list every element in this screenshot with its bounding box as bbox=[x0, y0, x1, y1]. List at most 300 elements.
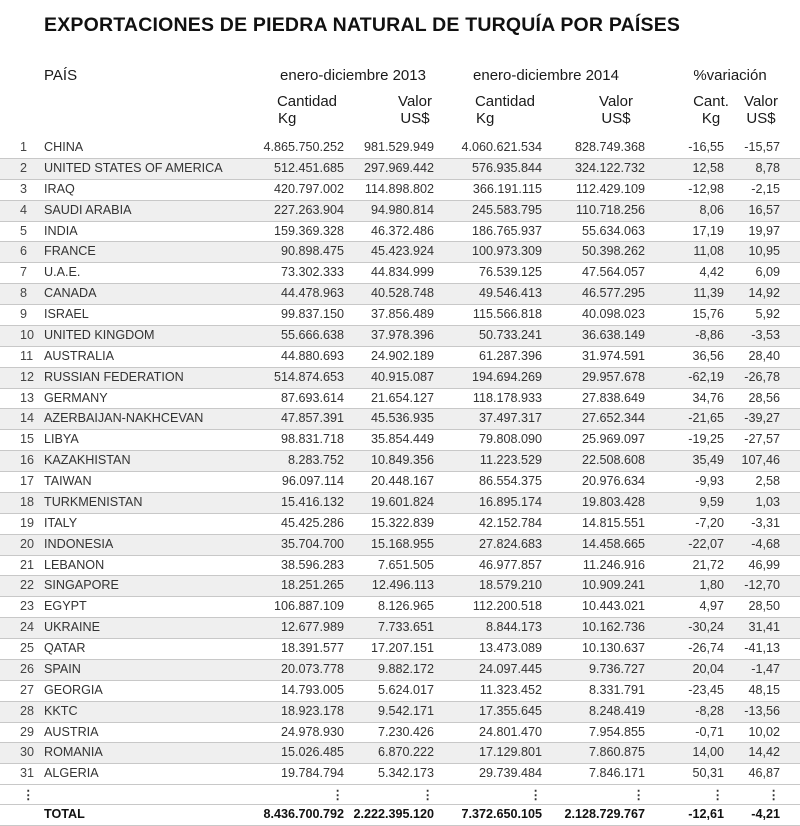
row-number: 11 bbox=[0, 346, 42, 367]
country-name: INDIA bbox=[42, 221, 250, 242]
var-qty: -22,07 bbox=[647, 534, 726, 555]
row-number: 31 bbox=[0, 764, 42, 785]
value-2013: 7.733.651 bbox=[350, 618, 448, 639]
country-name: KAZAKHISTAN bbox=[42, 451, 250, 472]
qty-2014: 17.129.801 bbox=[448, 743, 550, 764]
table-row bbox=[0, 597, 800, 618]
row-number: 9 bbox=[0, 305, 42, 326]
value-2013: 17.207.151 bbox=[350, 639, 448, 660]
total-v2014: 2.128.729.767 bbox=[550, 805, 647, 826]
qty-2014: 112.200.518 bbox=[448, 597, 550, 618]
qty-2013: 18.923.178 bbox=[250, 701, 350, 722]
qty-2013: 512.451.685 bbox=[250, 158, 350, 179]
country-name: ALGERIA bbox=[42, 764, 250, 785]
var-qty: 34,76 bbox=[647, 388, 726, 409]
country-name: IRAQ bbox=[42, 179, 250, 200]
var-qty: 1,80 bbox=[647, 576, 726, 597]
ellipsis-v2014: ⋮ bbox=[550, 785, 647, 805]
qty-2013: 20.073.778 bbox=[250, 659, 350, 680]
value-2013: 21.654.127 bbox=[350, 388, 448, 409]
total-vq: -12,61 bbox=[647, 805, 726, 826]
table-row bbox=[0, 138, 800, 158]
header-period-2014: enero-diciembre 2014 bbox=[473, 67, 619, 84]
var-value: 10,02 bbox=[726, 722, 800, 743]
row-number: 29 bbox=[0, 722, 42, 743]
var-value: 5,92 bbox=[726, 305, 800, 326]
var-qty: 36,56 bbox=[647, 346, 726, 367]
country-name: FRANCE bbox=[42, 242, 250, 263]
qty-2013: 8.283.752 bbox=[250, 451, 350, 472]
value-2014: 46.577.295 bbox=[550, 284, 647, 305]
header-var-qty-unit: Kg bbox=[701, 110, 721, 127]
qty-2014: 86.554.375 bbox=[448, 472, 550, 493]
qty-2013: 90.898.475 bbox=[250, 242, 350, 263]
qty-2013: 44.880.693 bbox=[250, 346, 350, 367]
var-value: 48,15 bbox=[726, 680, 800, 701]
qty-2014: 50.733.241 bbox=[448, 325, 550, 346]
table-row bbox=[0, 618, 800, 639]
var-qty: -0,71 bbox=[647, 722, 726, 743]
qty-2013: 87.693.614 bbox=[250, 388, 350, 409]
var-qty: -30,24 bbox=[647, 618, 726, 639]
row-number: 22 bbox=[0, 576, 42, 597]
var-qty: -26,74 bbox=[647, 639, 726, 660]
country-name: QATAR bbox=[42, 639, 250, 660]
table-row bbox=[0, 722, 800, 743]
value-2014: 7.860.875 bbox=[550, 743, 647, 764]
ellipsis-vq: ⋮ bbox=[647, 785, 726, 805]
var-value: -39,27 bbox=[726, 409, 800, 430]
value-2013: 981.529.949 bbox=[350, 138, 448, 158]
qty-2013: 19.784.794 bbox=[250, 764, 350, 785]
qty-2013: 14.793.005 bbox=[250, 680, 350, 701]
qty-2014: 366.191.115 bbox=[448, 179, 550, 200]
row-number: 27 bbox=[0, 680, 42, 701]
value-2014: 27.838.649 bbox=[550, 388, 647, 409]
var-value: 10,95 bbox=[726, 242, 800, 263]
value-2014: 50.398.262 bbox=[550, 242, 647, 263]
var-value: -4,68 bbox=[726, 534, 800, 555]
qty-2014: 42.152.784 bbox=[448, 513, 550, 534]
table-row bbox=[0, 179, 800, 200]
var-value: -15,57 bbox=[726, 138, 800, 158]
table-row bbox=[0, 409, 800, 430]
total-vv: -4,21 bbox=[726, 805, 800, 826]
table-row bbox=[0, 325, 800, 346]
table-row bbox=[0, 284, 800, 305]
qty-2014: 46.977.857 bbox=[448, 555, 550, 576]
var-qty: -16,55 bbox=[647, 138, 726, 158]
var-value: -41,13 bbox=[726, 639, 800, 660]
var-value: -3,31 bbox=[726, 513, 800, 534]
country-name: GERMANY bbox=[42, 388, 250, 409]
qty-2013: 96.097.114 bbox=[250, 472, 350, 493]
value-2014: 10.130.637 bbox=[550, 639, 647, 660]
country-name: CANADA bbox=[42, 284, 250, 305]
var-value: -13,56 bbox=[726, 701, 800, 722]
row-number: 23 bbox=[0, 597, 42, 618]
qty-2014: 115.566.818 bbox=[448, 305, 550, 326]
var-qty: 20,04 bbox=[647, 659, 726, 680]
var-value: -12,70 bbox=[726, 576, 800, 597]
value-2014: 14.815.551 bbox=[550, 513, 647, 534]
qty-2013: 106.887.109 bbox=[250, 597, 350, 618]
row-number: 24 bbox=[0, 618, 42, 639]
header-qty-2014-label: Cantidad bbox=[474, 93, 536, 110]
country-name: UKRAINE bbox=[42, 618, 250, 639]
table-row bbox=[0, 659, 800, 680]
qty-2013: 4.865.750.252 bbox=[250, 138, 350, 158]
total-label: TOTAL bbox=[0, 805, 250, 826]
value-2013: 37.856.489 bbox=[350, 305, 448, 326]
country-name: ITALY bbox=[42, 513, 250, 534]
header-country: PAÍS bbox=[44, 67, 78, 84]
value-2013: 24.902.189 bbox=[350, 346, 448, 367]
value-2014: 7.846.171 bbox=[550, 764, 647, 785]
value-2013: 5.624.017 bbox=[350, 680, 448, 701]
value-2013: 6.870.222 bbox=[350, 743, 448, 764]
value-2013: 10.849.356 bbox=[350, 451, 448, 472]
var-qty: 4,42 bbox=[647, 263, 726, 284]
row-number: 3 bbox=[0, 179, 42, 200]
var-value: -1,47 bbox=[726, 659, 800, 680]
table-row bbox=[0, 513, 800, 534]
qty-2013: 159.369.328 bbox=[250, 221, 350, 242]
country-name: RUSSIAN FEDERATION bbox=[42, 367, 250, 388]
header-var-value bbox=[738, 93, 784, 127]
ellipsis-vv: ⋮ bbox=[726, 785, 800, 805]
row-number: 5 bbox=[0, 221, 42, 242]
value-2014: 9.736.727 bbox=[550, 659, 647, 680]
header-value-2013 bbox=[388, 93, 442, 127]
table-row bbox=[0, 346, 800, 367]
header-qty-2013 bbox=[268, 93, 346, 127]
table-row bbox=[0, 200, 800, 221]
country-name: ISRAEL bbox=[42, 305, 250, 326]
value-2013: 44.834.999 bbox=[350, 263, 448, 284]
qty-2014: 4.060.621.534 bbox=[448, 138, 550, 158]
row-number: 26 bbox=[0, 659, 42, 680]
value-2013: 19.601.824 bbox=[350, 492, 448, 513]
qty-2013: 35.704.700 bbox=[250, 534, 350, 555]
exports-table bbox=[0, 138, 800, 826]
ellipsis-country bbox=[42, 785, 250, 805]
var-qty: 11,39 bbox=[647, 284, 726, 305]
var-qty: 15,76 bbox=[647, 305, 726, 326]
country-name: INDONESIA bbox=[42, 534, 250, 555]
var-value: -3,53 bbox=[726, 325, 800, 346]
value-2013: 9.542.171 bbox=[350, 701, 448, 722]
qty-2014: 118.178.933 bbox=[448, 388, 550, 409]
page-title: EXPORTACIONES DE PIEDRA NATURAL DE TURQUÍA POR PAÍSES bbox=[44, 14, 681, 36]
header-var-value-unit: US$ bbox=[746, 110, 776, 127]
table-row bbox=[0, 555, 800, 576]
value-2014: 7.954.855 bbox=[550, 722, 647, 743]
row-number: 15 bbox=[0, 430, 42, 451]
row-number: 13 bbox=[0, 388, 42, 409]
var-value: 46,87 bbox=[726, 764, 800, 785]
qty-2014: 17.355.645 bbox=[448, 701, 550, 722]
header-qty-2014 bbox=[466, 93, 544, 127]
header-var-value-label: Valor bbox=[744, 93, 778, 110]
value-2013: 94.980.814 bbox=[350, 200, 448, 221]
total-q2014: 7.372.650.105 bbox=[448, 805, 550, 826]
qty-2013: 55.666.638 bbox=[250, 325, 350, 346]
table-row bbox=[0, 534, 800, 555]
row-number: 28 bbox=[0, 701, 42, 722]
value-2014: 324.122.732 bbox=[550, 158, 647, 179]
value-2014: 55.634.063 bbox=[550, 221, 647, 242]
header-value-2014-unit: US$ bbox=[601, 110, 631, 127]
value-2014: 112.429.109 bbox=[550, 179, 647, 200]
value-2013: 37.978.396 bbox=[350, 325, 448, 346]
var-qty: -21,65 bbox=[647, 409, 726, 430]
value-2014: 22.508.608 bbox=[550, 451, 647, 472]
row-number: 14 bbox=[0, 409, 42, 430]
row-number: 19 bbox=[0, 513, 42, 534]
row-number: 6 bbox=[0, 242, 42, 263]
qty-2013: 227.263.904 bbox=[250, 200, 350, 221]
qty-2014: 8.844.173 bbox=[448, 618, 550, 639]
qty-2013: 420.797.002 bbox=[250, 179, 350, 200]
country-name: U.A.E. bbox=[42, 263, 250, 284]
ellipsis-q2013: ⋮ bbox=[250, 785, 350, 805]
header-value-2014-label: Valor bbox=[599, 93, 633, 110]
qty-2014: 100.973.309 bbox=[448, 242, 550, 263]
qty-2014: 11.323.452 bbox=[448, 680, 550, 701]
country-name: AUSTRALIA bbox=[42, 346, 250, 367]
row-number: 10 bbox=[0, 325, 42, 346]
row-number: 7 bbox=[0, 263, 42, 284]
value-2013: 8.126.965 bbox=[350, 597, 448, 618]
var-value: 14,92 bbox=[726, 284, 800, 305]
var-qty: -7,20 bbox=[647, 513, 726, 534]
var-value: 28,56 bbox=[726, 388, 800, 409]
table-row bbox=[0, 492, 800, 513]
country-name: AUSTRIA bbox=[42, 722, 250, 743]
header-value-2013-label: Valor bbox=[398, 93, 432, 110]
value-2014: 29.957.678 bbox=[550, 367, 647, 388]
row-number: 12 bbox=[0, 367, 42, 388]
var-qty: 17,19 bbox=[647, 221, 726, 242]
value-2014: 47.564.057 bbox=[550, 263, 647, 284]
header-qty-2013-unit: Kg bbox=[278, 110, 297, 127]
qty-2014: 16.895.174 bbox=[448, 492, 550, 513]
var-qty: -62,19 bbox=[647, 367, 726, 388]
ellipsis-row bbox=[0, 785, 800, 805]
row-number: 1 bbox=[0, 138, 42, 158]
country-name: SAUDI ARABIA bbox=[42, 200, 250, 221]
qty-2014: 24.801.470 bbox=[448, 722, 550, 743]
value-2013: 45.536.935 bbox=[350, 409, 448, 430]
var-value: 6,09 bbox=[726, 263, 800, 284]
qty-2014: 79.808.090 bbox=[448, 430, 550, 451]
value-2014: 31.974.591 bbox=[550, 346, 647, 367]
row-number: 25 bbox=[0, 639, 42, 660]
var-qty: 11,08 bbox=[647, 242, 726, 263]
row-number: 8 bbox=[0, 284, 42, 305]
qty-2014: 13.473.089 bbox=[448, 639, 550, 660]
qty-2013: 99.837.150 bbox=[250, 305, 350, 326]
qty-2014: 576.935.844 bbox=[448, 158, 550, 179]
country-name: GEORGIA bbox=[42, 680, 250, 701]
table-row bbox=[0, 388, 800, 409]
row-number: 18 bbox=[0, 492, 42, 513]
header-qty-2013-label: Cantidad bbox=[276, 93, 338, 110]
table-row bbox=[0, 701, 800, 722]
var-qty: 21,72 bbox=[647, 555, 726, 576]
header-var-qty bbox=[688, 93, 734, 127]
var-value: -26,78 bbox=[726, 367, 800, 388]
var-qty: 35,49 bbox=[647, 451, 726, 472]
value-2014: 8.248.419 bbox=[550, 701, 647, 722]
value-2013: 297.969.442 bbox=[350, 158, 448, 179]
value-2014: 40.098.023 bbox=[550, 305, 647, 326]
var-value: -2,15 bbox=[726, 179, 800, 200]
value-2013: 7.651.505 bbox=[350, 555, 448, 576]
value-2013: 45.423.924 bbox=[350, 242, 448, 263]
exports-table-body bbox=[0, 138, 800, 826]
table-row bbox=[0, 680, 800, 701]
country-name: KKTC bbox=[42, 701, 250, 722]
qty-2014: 27.824.683 bbox=[448, 534, 550, 555]
table-row bbox=[0, 305, 800, 326]
country-name: TURKMENISTAN bbox=[42, 492, 250, 513]
var-value: 8,78 bbox=[726, 158, 800, 179]
value-2014: 36.638.149 bbox=[550, 325, 647, 346]
qty-2014: 11.223.529 bbox=[448, 451, 550, 472]
table-row bbox=[0, 576, 800, 597]
table-row bbox=[0, 639, 800, 660]
qty-2013: 15.416.132 bbox=[250, 492, 350, 513]
table-row bbox=[0, 242, 800, 263]
qty-2013: 45.425.286 bbox=[250, 513, 350, 534]
table-row bbox=[0, 451, 800, 472]
country-name: SINGAPORE bbox=[42, 576, 250, 597]
var-value: 28,50 bbox=[726, 597, 800, 618]
row-number: 30 bbox=[0, 743, 42, 764]
var-value: 2,58 bbox=[726, 472, 800, 493]
row-number: 2 bbox=[0, 158, 42, 179]
header-var-qty-label: Cant. bbox=[693, 93, 729, 110]
qty-2013: 73.302.333 bbox=[250, 263, 350, 284]
ellipsis-num: ⋮ bbox=[0, 785, 42, 805]
qty-2013: 47.857.391 bbox=[250, 409, 350, 430]
country-name: AZERBAIJAN-NAKHCEVAN bbox=[42, 409, 250, 430]
row-number: 4 bbox=[0, 200, 42, 221]
country-name: UNITED STATES OF AMERICA bbox=[42, 158, 250, 179]
var-value: 1,03 bbox=[726, 492, 800, 513]
value-2014: 20.976.634 bbox=[550, 472, 647, 493]
qty-2013: 44.478.963 bbox=[250, 284, 350, 305]
value-2014: 10.443.021 bbox=[550, 597, 647, 618]
value-2014: 27.652.344 bbox=[550, 409, 647, 430]
table-row bbox=[0, 263, 800, 284]
country-name: ROMANIA bbox=[42, 743, 250, 764]
value-2013: 114.898.802 bbox=[350, 179, 448, 200]
qty-2014: 245.583.795 bbox=[448, 200, 550, 221]
value-2013: 15.168.955 bbox=[350, 534, 448, 555]
table-row bbox=[0, 472, 800, 493]
qty-2013: 18.391.577 bbox=[250, 639, 350, 660]
value-2014: 828.749.368 bbox=[550, 138, 647, 158]
qty-2013: 38.596.283 bbox=[250, 555, 350, 576]
country-name: LIBYA bbox=[42, 430, 250, 451]
total-v2013: 2.222.395.120 bbox=[350, 805, 448, 826]
var-qty: -8,86 bbox=[647, 325, 726, 346]
row-number: 17 bbox=[0, 472, 42, 493]
header-value-2013-unit: US$ bbox=[400, 110, 430, 127]
qty-2014: 61.287.396 bbox=[448, 346, 550, 367]
value-2013: 35.854.449 bbox=[350, 430, 448, 451]
var-value: 46,99 bbox=[726, 555, 800, 576]
var-qty: -8,28 bbox=[647, 701, 726, 722]
var-qty: 4,97 bbox=[647, 597, 726, 618]
var-qty: 8,06 bbox=[647, 200, 726, 221]
table-row bbox=[0, 764, 800, 785]
value-2013: 15.322.839 bbox=[350, 513, 448, 534]
row-number: 21 bbox=[0, 555, 42, 576]
value-2013: 7.230.426 bbox=[350, 722, 448, 743]
table-row bbox=[0, 367, 800, 388]
row-number: 20 bbox=[0, 534, 42, 555]
var-qty: -12,98 bbox=[647, 179, 726, 200]
value-2013: 9.882.172 bbox=[350, 659, 448, 680]
var-qty: 9,59 bbox=[647, 492, 726, 513]
value-2013: 12.496.113 bbox=[350, 576, 448, 597]
header-value-2014 bbox=[589, 93, 643, 127]
row-number: 16 bbox=[0, 451, 42, 472]
qty-2014: 37.497.317 bbox=[448, 409, 550, 430]
var-qty: -19,25 bbox=[647, 430, 726, 451]
qty-2014: 18.579.210 bbox=[448, 576, 550, 597]
qty-2013: 18.251.265 bbox=[250, 576, 350, 597]
var-value: 28,40 bbox=[726, 346, 800, 367]
var-qty: 50,31 bbox=[647, 764, 726, 785]
header-qty-2014-unit: Kg bbox=[476, 110, 495, 127]
var-value: 16,57 bbox=[726, 200, 800, 221]
table-row bbox=[0, 743, 800, 764]
value-2014: 8.331.791 bbox=[550, 680, 647, 701]
qty-2013: 514.874.653 bbox=[250, 367, 350, 388]
qty-2014: 186.765.937 bbox=[448, 221, 550, 242]
value-2014: 25.969.097 bbox=[550, 430, 647, 451]
value-2013: 46.372.486 bbox=[350, 221, 448, 242]
table-row bbox=[0, 430, 800, 451]
ellipsis-q2014: ⋮ bbox=[448, 785, 550, 805]
value-2013: 20.448.167 bbox=[350, 472, 448, 493]
value-2014: 14.458.665 bbox=[550, 534, 647, 555]
var-value: 107,46 bbox=[726, 451, 800, 472]
value-2013: 40.528.748 bbox=[350, 284, 448, 305]
value-2014: 10.162.736 bbox=[550, 618, 647, 639]
value-2014: 19.803.428 bbox=[550, 492, 647, 513]
qty-2013: 98.831.718 bbox=[250, 430, 350, 451]
qty-2014: 24.097.445 bbox=[448, 659, 550, 680]
qty-2013: 15.026.485 bbox=[250, 743, 350, 764]
header-variation: %variación bbox=[693, 67, 767, 84]
value-2014: 11.246.916 bbox=[550, 555, 647, 576]
value-2014: 110.718.256 bbox=[550, 200, 647, 221]
qty-2014: 76.539.125 bbox=[448, 263, 550, 284]
var-qty: -9,93 bbox=[647, 472, 726, 493]
var-value: 14,42 bbox=[726, 743, 800, 764]
country-name: EGYPT bbox=[42, 597, 250, 618]
total-q2013: 8.436.700.792 bbox=[250, 805, 350, 826]
var-qty: 14,00 bbox=[647, 743, 726, 764]
qty-2014: 194.694.269 bbox=[448, 367, 550, 388]
country-name: UNITED KINGDOM bbox=[42, 325, 250, 346]
